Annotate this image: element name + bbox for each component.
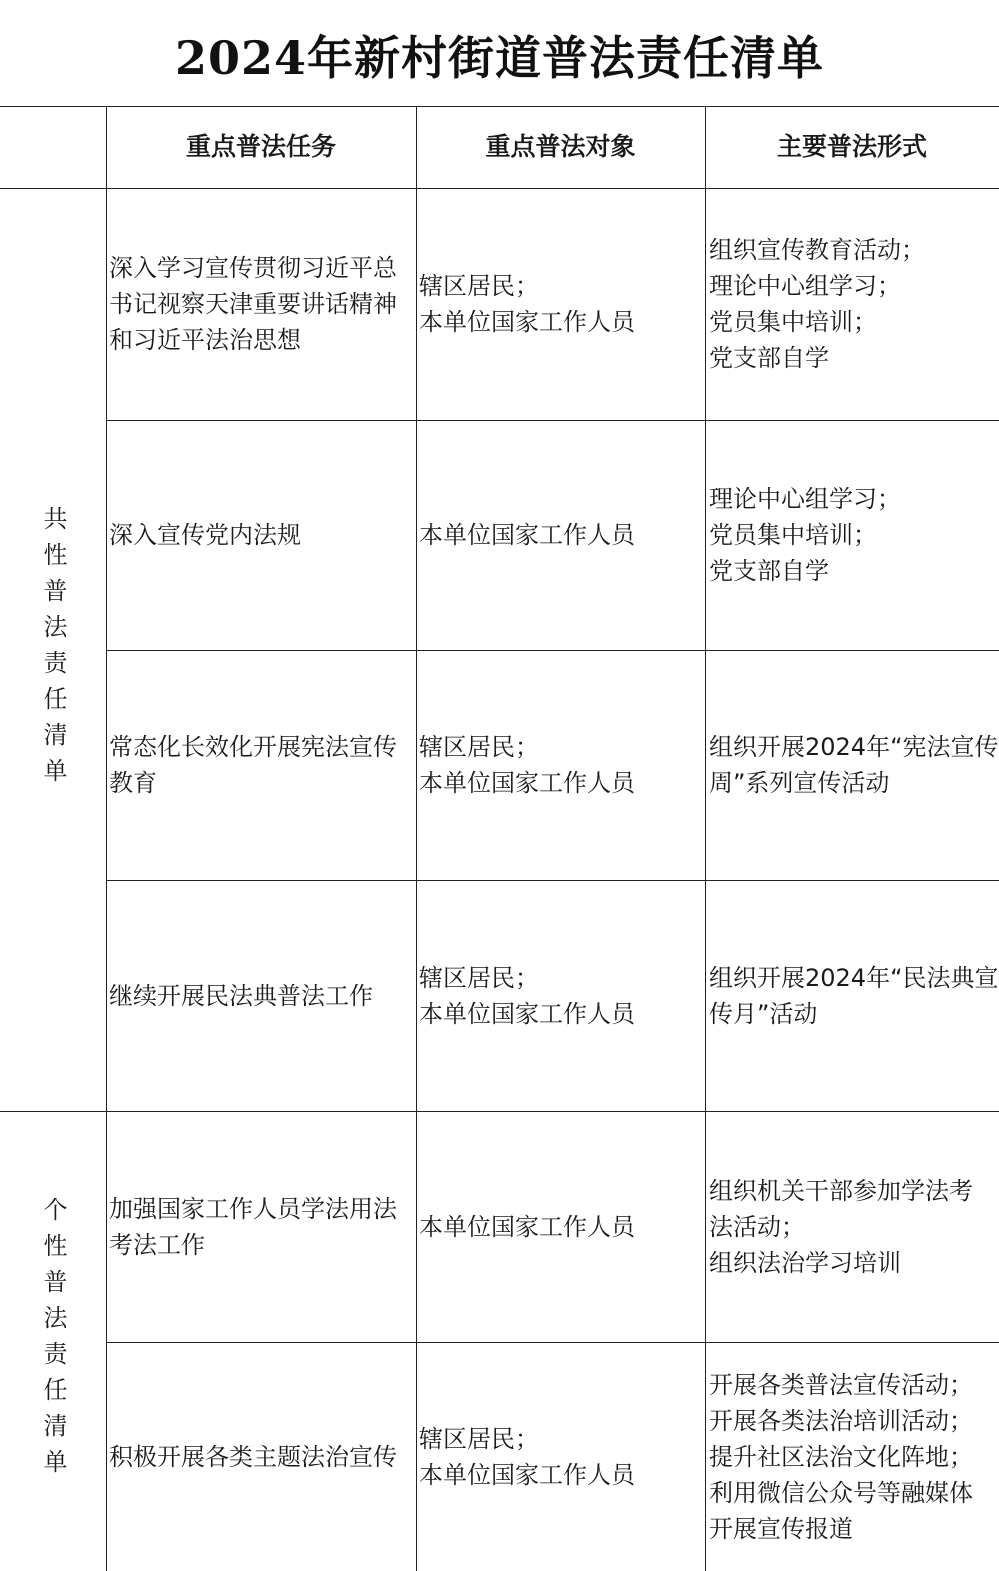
table-row-task xyxy=(109,188,414,420)
table-row-target xyxy=(419,188,703,420)
table-rule xyxy=(106,106,107,1571)
table-row-target xyxy=(419,880,703,1111)
table-row-target xyxy=(419,420,703,650)
table-row-form xyxy=(709,188,999,420)
task-text: 加强国家工作人员学法用法 考法工作 xyxy=(109,1194,397,1259)
table-row-target xyxy=(419,1342,703,1571)
target-text: 辖区居民； 本单位国家工作人员 xyxy=(419,963,635,1028)
header-task xyxy=(106,106,416,188)
group-common xyxy=(0,188,106,1111)
table-row-form xyxy=(709,650,999,880)
target-text: 辖区居民； 本单位国家工作人员 xyxy=(419,733,635,797)
group-common-label: 共性普法责任清单 xyxy=(39,505,67,794)
task-text: 深入宣传党内法规 xyxy=(109,521,301,549)
header-task-label: 重点普法任务 xyxy=(185,132,336,161)
form-text: 开展各类普法宣传活动； 开展各类法治培训活动； 提升社区法治文化阵地； 利用微信公众号等融媒体 开展宣传报道 xyxy=(709,1370,973,1543)
table-row-form xyxy=(709,1111,999,1342)
table-row-form xyxy=(709,1342,999,1571)
target-text: 本单位国家工作人员 xyxy=(419,521,635,549)
table-row-form xyxy=(709,420,999,650)
header-target-label: 重点普法对象 xyxy=(485,132,636,161)
table-row-target xyxy=(419,1111,703,1342)
table-rule xyxy=(416,106,417,1571)
form-text: 组织宣传教育活动； 理论中心组学习； 党员集中培训； 党支部自学 xyxy=(709,236,925,372)
task-text: 深入学习宣传贯彻习近平总 书记视察天津重要讲话精神 和习近平法治思想 xyxy=(109,254,397,354)
header-target xyxy=(416,106,705,188)
task-text: 积极开展各类主题法治宣传 xyxy=(109,1442,397,1471)
header-form xyxy=(705,106,999,188)
form-text: 组织开展2024年“宪法宣传 周”系列宣传活动 xyxy=(709,733,999,797)
target-text: 辖区居民； 本单位国家工作人员 xyxy=(419,1424,635,1489)
table-row-task xyxy=(109,1111,414,1342)
page-title: 2024年新村街道普法责任清单 xyxy=(174,31,825,85)
target-text: 辖区居民； 本单位国家工作人员 xyxy=(419,272,635,336)
task-text: 常态化长效化开展宪法宣传 教育 xyxy=(109,733,397,797)
table-row-task xyxy=(109,1342,414,1571)
table-row-target xyxy=(419,650,703,880)
table-row-task xyxy=(109,650,414,880)
table-row-form xyxy=(709,880,999,1111)
target-text: 本单位国家工作人员 xyxy=(419,1212,635,1241)
task-text: 继续开展民法典普法工作 xyxy=(109,981,373,1010)
group-specific xyxy=(0,1111,106,1571)
group-specific-label: 个性普法责任清单 xyxy=(39,1197,67,1485)
table-rule xyxy=(705,106,706,1571)
table-row-task xyxy=(109,420,414,650)
header-form-label: 主要普法形式 xyxy=(776,132,927,161)
table-row-task xyxy=(109,880,414,1111)
form-text: 组织机关干部参加学法考 法活动； 组织法治学习培训 xyxy=(709,1176,973,1277)
form-text: 理论中心组学习； 党员集中培训； 党支部自学 xyxy=(709,485,901,585)
form-text: 组织开展2024年“民法典宣 传月”活动 xyxy=(709,963,999,1028)
